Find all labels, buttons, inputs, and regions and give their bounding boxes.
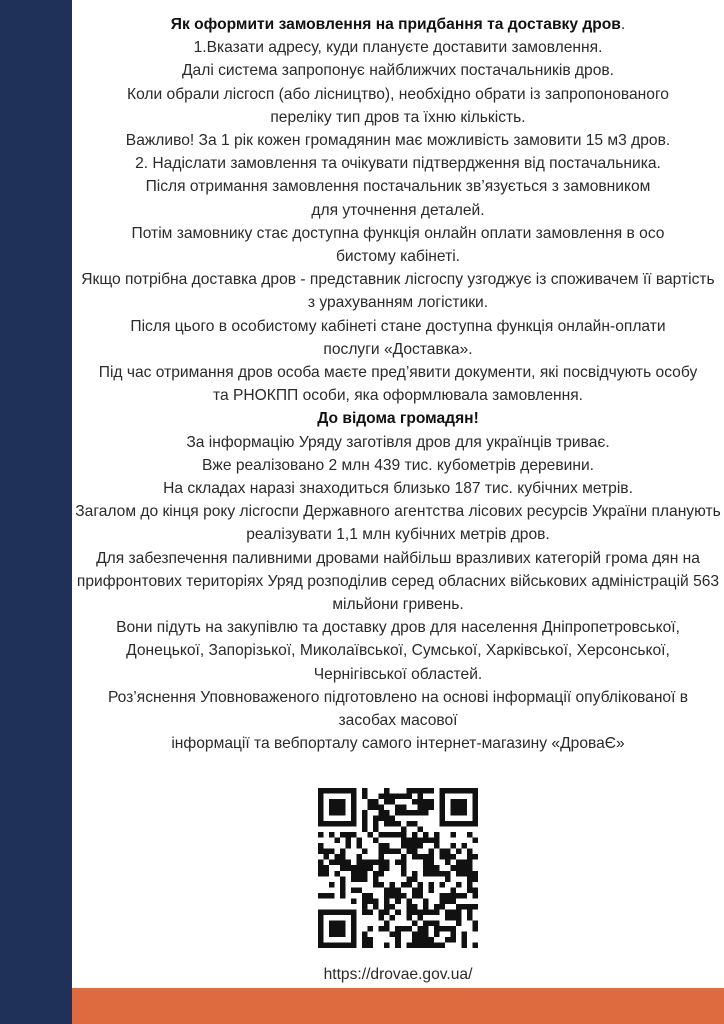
paragraph: На складах наразі знаходиться близько 187 тис. кубічних метрів.	[163, 480, 633, 498]
subheading: До відома громадян!	[317, 410, 479, 428]
paragraph: Вони підуть на закупівлю та доставку дров для населення Дніпропетровської, Донецької, Запорізької, Миколаївської, Сумської, Харківської, Херсонської, Чернігівської областей.	[116, 619, 680, 683]
paragraph: інформації та вебпорталу самого інтернет-магазину «ДроваЄ»	[171, 735, 625, 753]
qr-code-icon[interactable]	[318, 788, 478, 948]
bottom-decor-bar	[72, 988, 724, 1024]
paragraph: Після отримання замовлення постачальник зв’язується з замовником для уточнення деталей.	[145, 178, 651, 219]
paragraph: Роз’яснення Уповноваженого підготовлено на основі інформації опублікованої в засобах масової	[107, 688, 689, 730]
paragraph: Після цього в особистому кабінеті стане доступна функція онлайн-оплати послуги «Доставка».	[130, 317, 666, 358]
heading: Як оформити замовлення на придбання та доставку дров.	[170, 16, 626, 33]
paragraph: Важливо! За 1 рік кожен громадянин має можливість замовити 15 м3 дров.	[125, 132, 671, 150]
paragraph: Потім замовнику стає доступна функція онлайн оплати замовлення в осо бистому кабінеті.	[131, 224, 665, 266]
left-decor-bar	[0, 0, 72, 1024]
paragraph: Коли обрали лісгосп (або лісництво), необхідно обрати із запропонованого переліку тип дров та їхню кількість.	[127, 85, 669, 126]
paragraph: 1.Вказати адресу, куди плануєте доставити замовлення.	[193, 39, 603, 57]
website-url[interactable]: https://drovae.gov.ua/	[323, 966, 473, 983]
paragraph: 2. Надіслати замовлення та очікувати підтвердження від постачальника.	[135, 155, 661, 173]
document-body	[72, 13, 724, 756]
paragraph: Якщо потрібна доставка дров - представник лісгоспу узгоджує із споживачем її вартість з урахуванням логістики.	[81, 271, 715, 312]
paragraph: Загалом до кінця року лісгоспи Державного агентства лісових ресурсів України планують реалізувати 1,1 млн кубічних метрів дров.	[75, 503, 721, 544]
paragraph: За інформацію Уряду заготівля дров для українців триває.	[186, 433, 610, 451]
paragraph: Для забезпечення паливними дровами найбільш вразливих категорій грома дян на прифронтових територіях Уряд розподілив серед обласних військових адміністрацій 563 мільйони гривень.	[76, 549, 720, 614]
paragraph: Під час отримання дров особа маєте пред’явити документи, які посвідчують особу та РНОКПП особи, яка оформлювала замовлення.	[98, 364, 698, 405]
paragraph: Вже реалізовано 2 млн 439 тис. кубометрів деревини.	[201, 456, 594, 474]
paragraph: Далі система запропонує найближчих постачальників дров.	[182, 62, 614, 80]
